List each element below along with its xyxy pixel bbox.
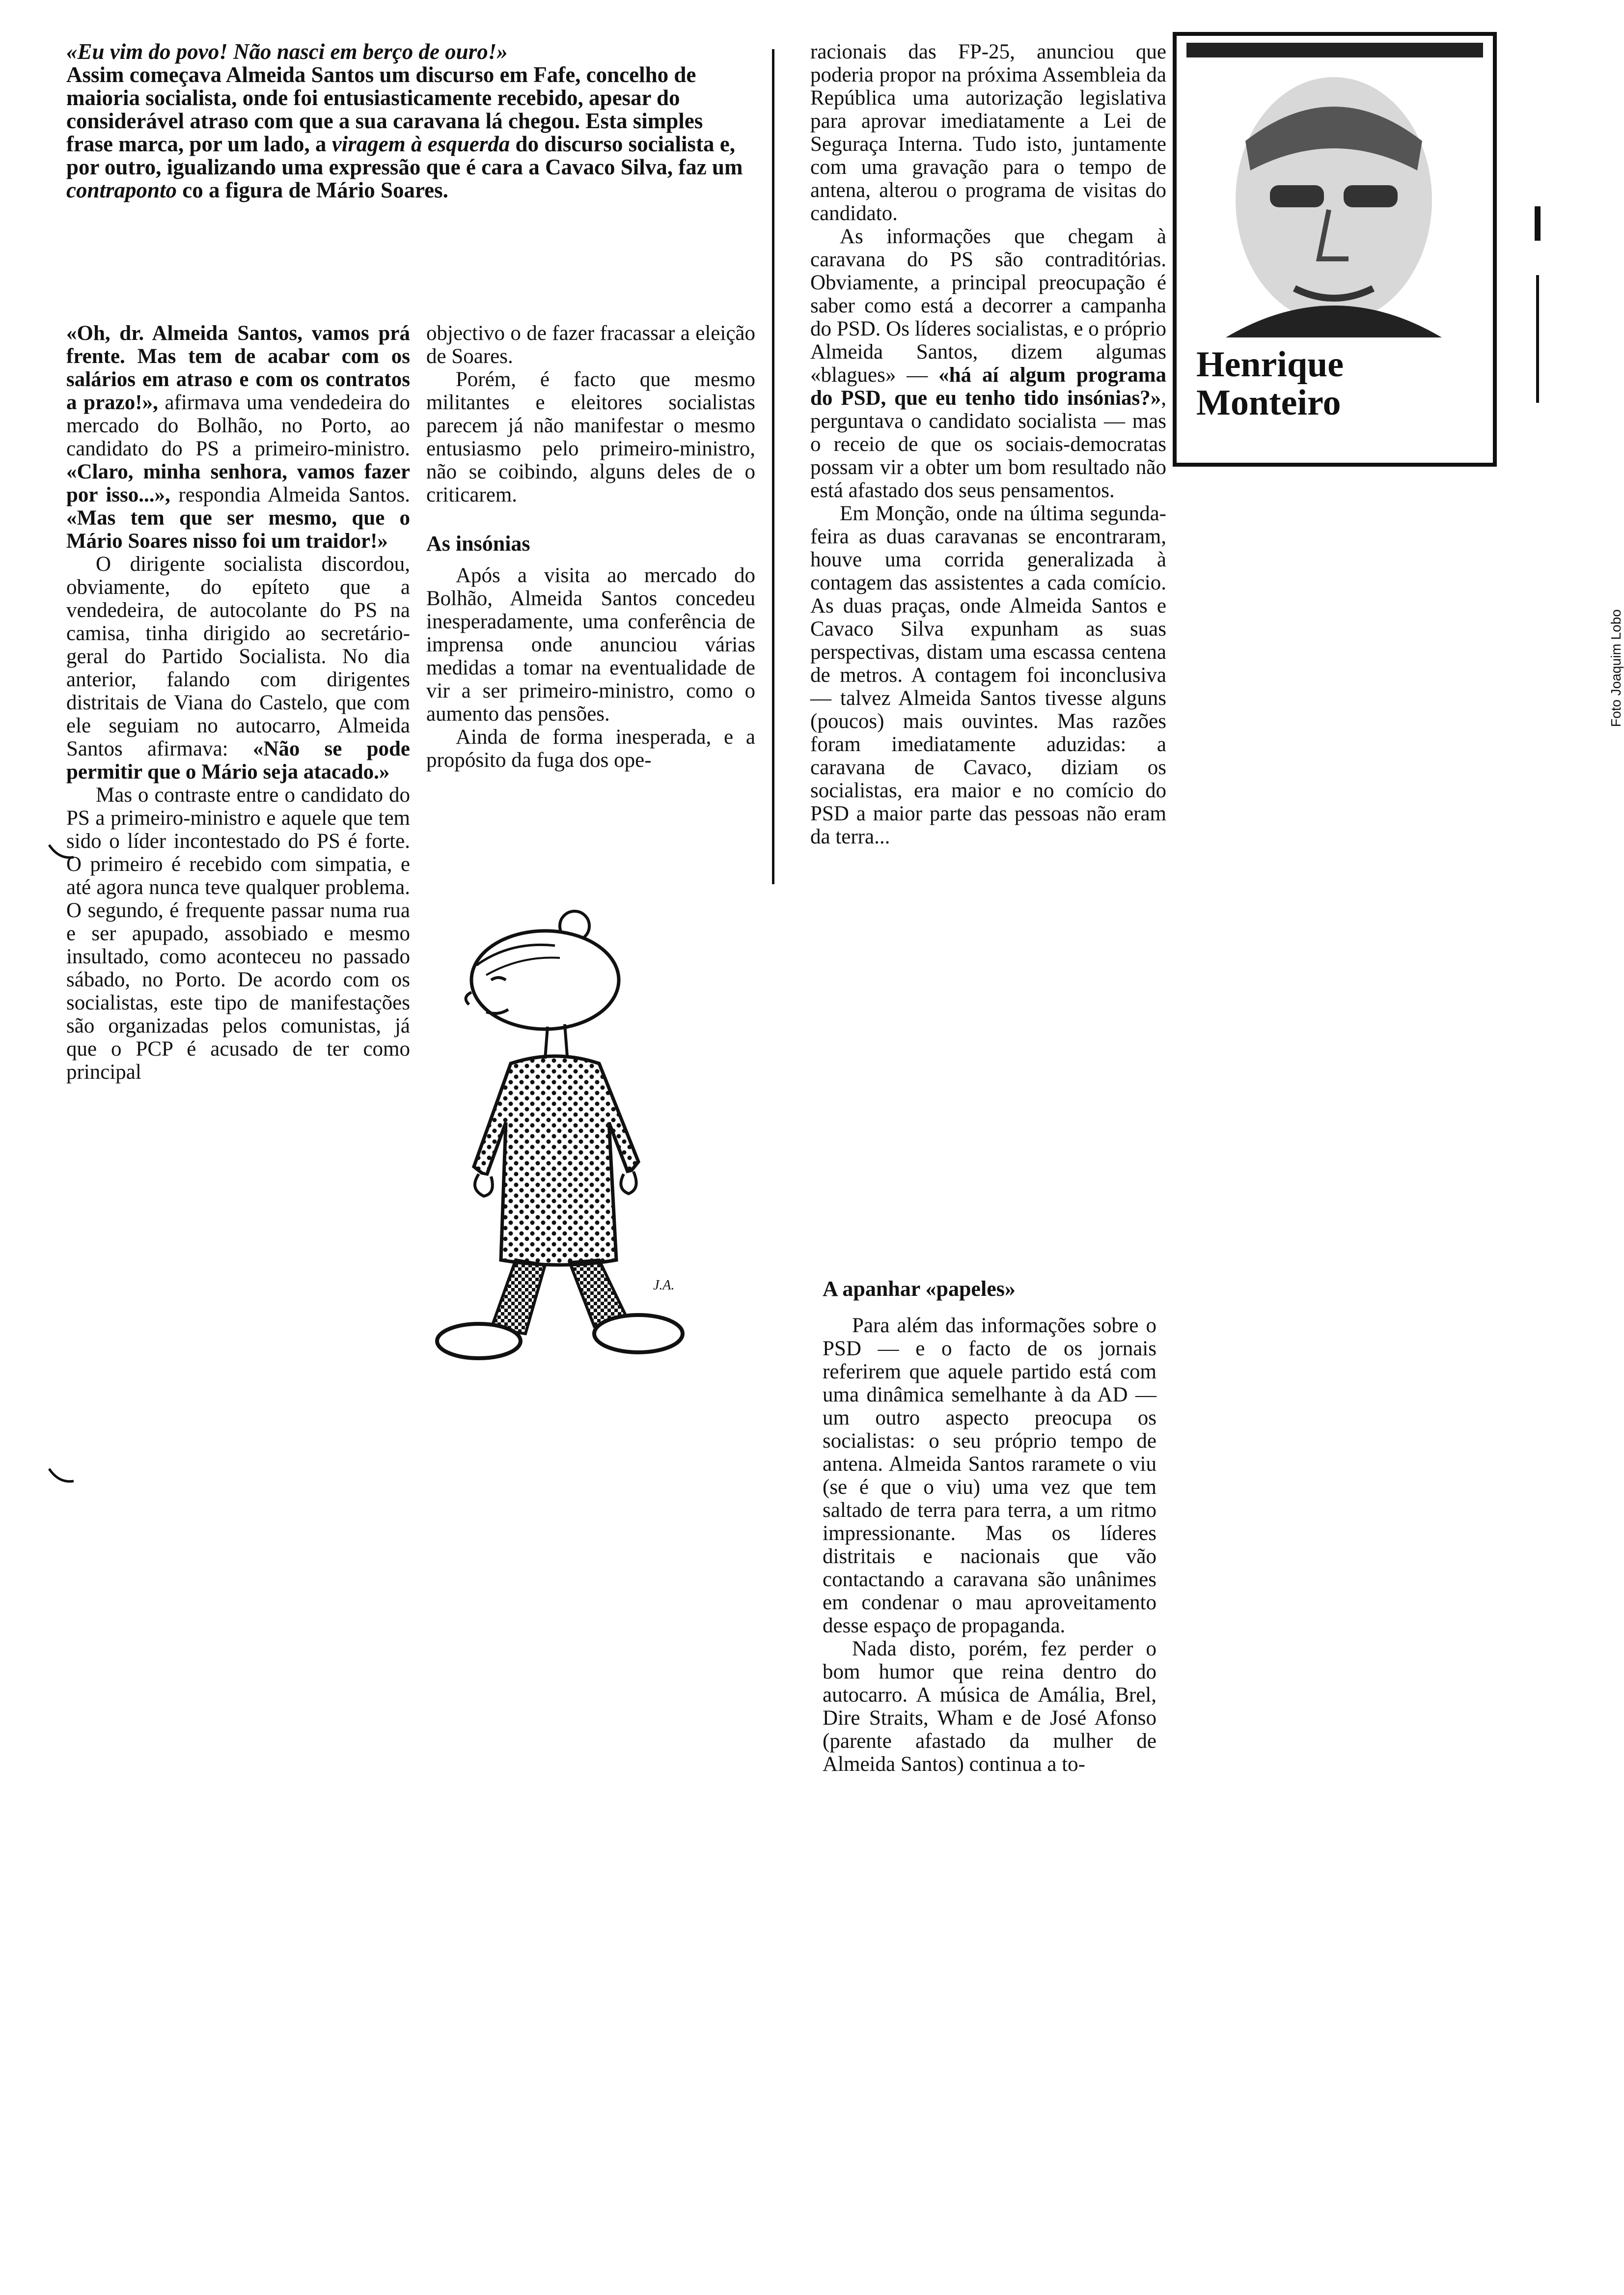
col3-paragraph-3: Em Monção, onde na última segunda-feira as duas caravanas se encontraram, houve uma corrida generalizada à contagem das assistentes a cada comício. As duas praças, onde Almeida Santos e Cavaco Silva expunham as suas perspectivas, distam uma escassa centena de metros. A contagem foi inconclusiva — talvez Almeida Santos tivesse alguns (poucos) mais ouvintes. Mas razões foram imediatamente aduzidas: a caravana de Cavaco, diziam os socialistas, era maior e no comício do PSD a maior parte das pessoas não eram da terra...	[810, 502, 1166, 848]
market-vendor-illustration	[432, 906, 737, 1368]
col2-paragraph-2: Porém, é facto que mesmo militantes e eleitores socialistas parecem já não manifestar o mesmo entusiasmo pelo primeiro-ministro, não se coibindo, alguns deles de o criticarem.	[426, 368, 755, 506]
col3-quote: «há aí algum programa do PSD, que eu tenho tido insónias?»	[810, 364, 1166, 410]
col2-paragraph-1: objectivo o de fazer fracassar a eleição de Soares.	[426, 322, 755, 368]
scan-mark	[1536, 275, 1539, 403]
col3-text-2a: As informações que chegam à caravana do PS são contraditórias. Obviamente, a principal preocupação é saber como está a decorrer a campanha do PSD. Os líderes socialistas, e o próprio Almeida Santos, dizem algumas «blagues» —	[810, 225, 1166, 387]
col1-paragraph-3: Mas o contraste entre o candidato do PS a primeiro-ministro e aquele que tem sido o líder incontestado do PS é forte. O primeiro é recebido com simpatia, e até agora nunca teve qualquer problema. O segundo, é frequente passar numa rua e ser apupado, assobiado e mesmo insultado, como aconteceu no passado sábado, no Porto. De acordo com os socialistas, este tipo de manifestações são organizadas pelos comunistas, já que o PCP é acusado de ter como principal	[66, 784, 410, 1084]
col1-quote-2: «Claro, minha senhora, vamos fazer por isso...»,	[66, 460, 410, 506]
col2-text-3b: conferência de imprensa onde anunciou várias medidas a tomar na eventualidade de vir a ser primeiro-ministro, como o aumento das pensões.	[426, 610, 755, 726]
col2-paragraph-4: Ainda de forma inesperada, e a propósito da fuga dos ope-	[426, 726, 755, 772]
author-photo	[1186, 43, 1483, 337]
col1-text-1: afirmava uma vendedeira do mercado do Bolhão, no Porto, ao candidato do PS a primeiro-ministro.	[66, 391, 410, 460]
col1-text-2: respondia Almeida Santos.	[170, 483, 410, 506]
illustration-signature: J.A.	[653, 1278, 675, 1293]
lede-text-1: Assim começava Almeida Santos um discurso em Fafe, concelho de maioria socialista, onde foi entusiasticamente recebido, apesar do considerável atraso com que a sua caravana lá chegou. Esta simples frase marca, por um lado, a	[66, 62, 703, 156]
author-last-name: Monteiro	[1196, 383, 1341, 423]
author-first-name: Henrique	[1196, 344, 1344, 385]
column-4	[823, 1277, 1156, 1776]
lede-text-3: co a figura de Mário Soares.	[177, 178, 448, 202]
col1-quote-3: «Mas tem que ser mesmo, que o Mário Soares nisso foi um traidor!»	[66, 506, 410, 553]
col4-paragraph-1: Para além das informações sobre o PSD — e o facto de os jornais referirem que aquele partido está com uma dinâmica semelhante à da AD — um outro aspecto preocupa os socialistas: o seu próprio tempo de antena. Almeida Santos raramete o viu (se é que o viu) uma vez que tem saltado de terra para terra, a um ritmo impressionante. Mas os líderes distritais e nacionais que vão contactando a caravana são unânimes em condenar o mau aproveitamento desse espaço de propaganda.	[823, 1314, 1156, 1637]
col4-subhead: A apanhar «papeles»	[823, 1277, 1016, 1301]
margin-mark	[47, 842, 76, 862]
col1-paragraph-2: O dirigente socialista discordou, obviamente, do epíteto que a vendedeira, de autocolante do PS na camisa, tinha dirigido ao secretário-geral do Partido Socialista. No dia anterior, falando com dirigentes distritais de Viana do Castelo, que com ele seguiam no autocarro, Almeida Santos afirmava:	[66, 553, 410, 760]
col2-text-3a: Após a visita ao mercado do Bolhão, Almeida Santos concedeu inesperadamente, uma	[426, 564, 755, 633]
col3-text-2b: , perguntava o candidato socialista — mas o receio de que os sociais-democratas possam vir a obter um bom resultado não está afastado dos seus pensamentos.	[810, 387, 1166, 502]
col1-quote-4: «Não se pode permitir que o Mário seja atacado.»	[66, 737, 410, 784]
margin-mark	[47, 1466, 76, 1486]
scan-mark	[1535, 206, 1541, 241]
column-2	[426, 322, 755, 772]
col1-quote-1: «Oh, dr. Almeida Santos, vamos prá frente. Mas tem de acabar com os salários em atraso e com os contratos a prazo!»,	[66, 322, 410, 414]
col3-paragraph-1: racionais das FP-25, anunciou que poderia propor na próxima Assembleia da República uma autorização legislativa para aprovar imediatamente a Lei de Seguraça Interna. Tudo isto, juntamente com uma gravação para o tempo de antena, alterou o programa de visitas do candidato.	[810, 40, 1166, 225]
lede-italic-1: viragem à esquerda	[331, 132, 510, 156]
author-photo-box	[1173, 32, 1497, 467]
article-lede	[66, 40, 744, 202]
col4-paragraph-2: Nada disto, porém, fez perder o bom humor que reina dentro do autocarro. A música de Amália, Brel, Dire Straits, Wham e de José Afonso (parente afastado da mulher de Almeida Santos) continua a to-	[823, 1637, 1156, 1776]
lede-quote: «Eu vim do povo! Não nasci em berço de ouro!»	[66, 39, 508, 64]
column-1	[66, 322, 410, 1084]
column-3	[810, 40, 1166, 848]
photo-credit: Foto Joaquim Lobo	[1608, 609, 1624, 727]
lede-italic-2: contraponto	[66, 178, 177, 202]
col2-subhead: As insónias	[426, 532, 530, 556]
lede-text-2: do discurso socialista e, por outro, igualizando uma expressão que é cara a Cavaco Silva, faz um	[66, 132, 743, 179]
author-byline	[1196, 345, 1471, 422]
column-divider	[772, 49, 774, 884]
